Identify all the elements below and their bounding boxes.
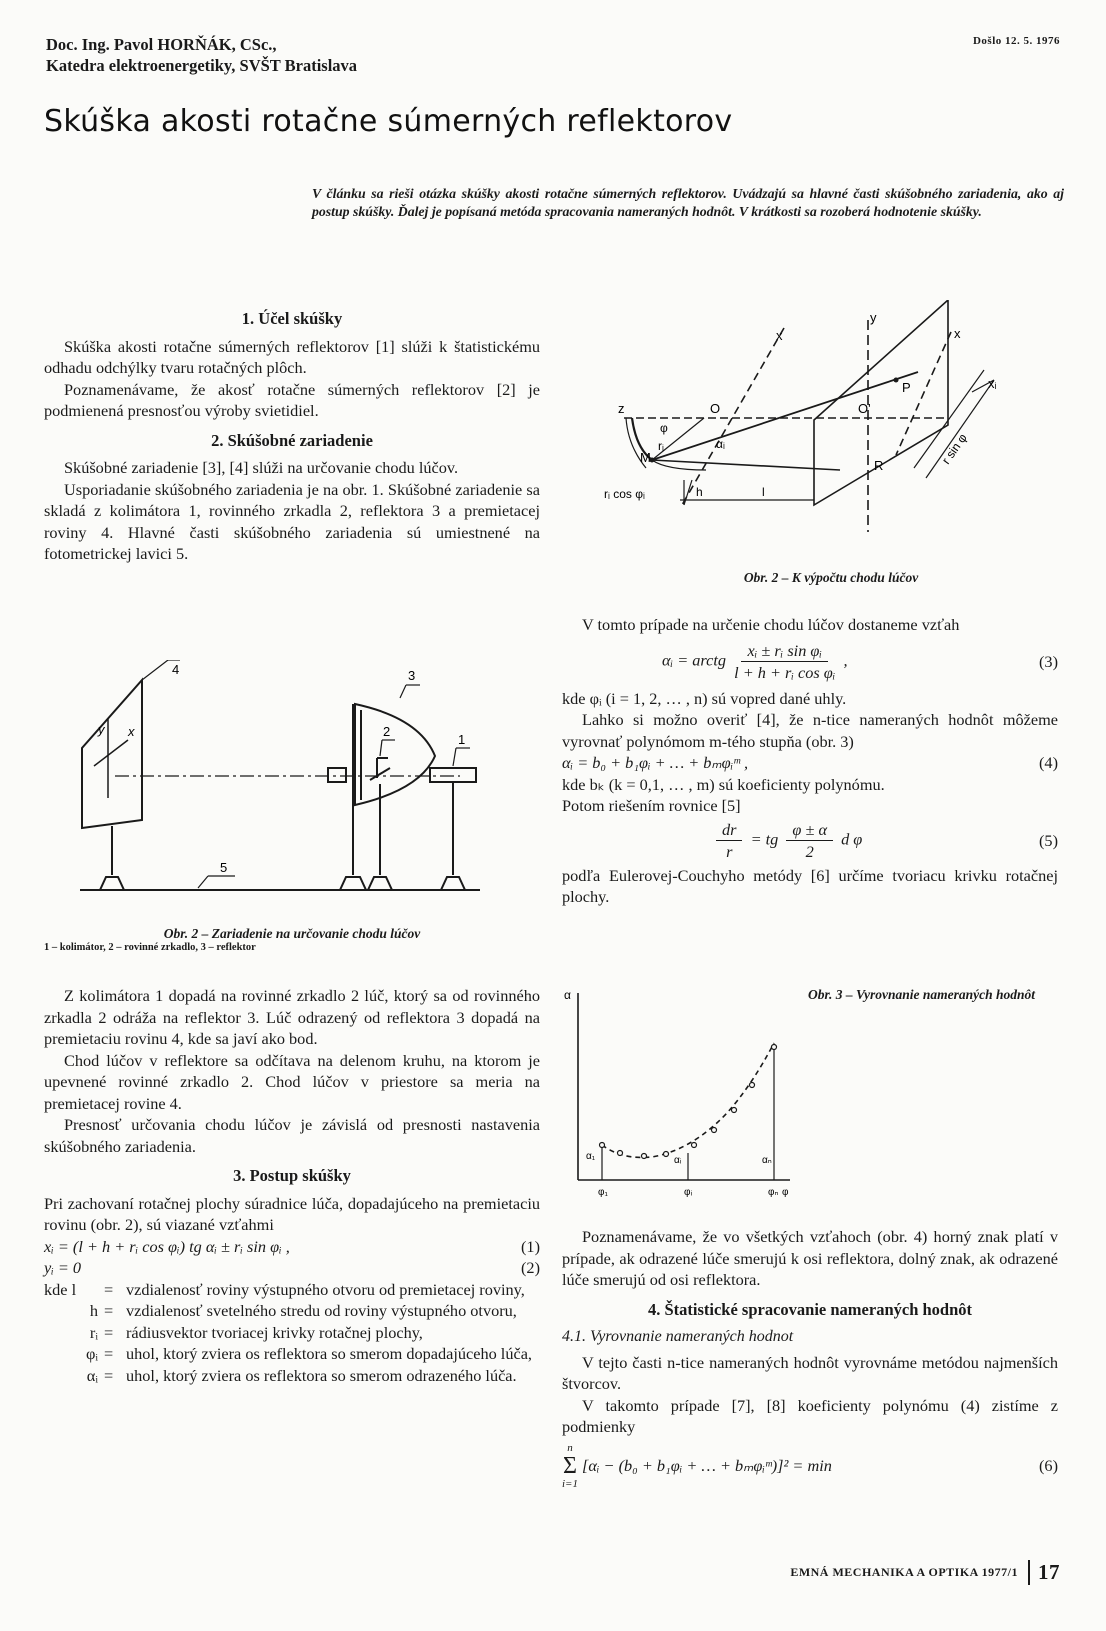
def-eq: = [104, 1344, 114, 1363]
fig3-label-phi1: φ₁ [598, 1187, 608, 1198]
journal-name: EMNÁ MECHANIKA A OPTIKA 1977/1 [790, 1565, 1018, 1579]
fig2-label-l: l [762, 485, 765, 499]
def-eq: = [104, 1279, 114, 1299]
equation-1 [44, 1236, 540, 1258]
fig1-label-1: 1 [458, 732, 466, 747]
equation-3-number: (3) [1039, 651, 1058, 671]
fig2-label-x-right: x [954, 326, 961, 341]
projection-plane [82, 680, 142, 828]
def-text: rádiusvektor tvoriacej krivky rotačnej plochy, [126, 1322, 423, 1342]
paragraph-ray-path: Chod lúčov v reflektore sa odčítava na delenom kruhu, na ktorom je upevnené rovinné zrkadlo 2. Chod lúčov v priestore sa meria na premietacej rovine 4. [44, 1050, 540, 1113]
fig2-label-M: M [640, 450, 651, 465]
right-column-bottom [562, 1226, 1058, 1490]
equation-6-sum: n Σ i=1 [562, 1441, 578, 1490]
section-3-title: 3. Postup skúšky [233, 1166, 351, 1185]
equation-5 [562, 819, 1058, 863]
r-paragraph-7: Poznamenávame, že vo všetkých vzťahoch (obr. 4) horný znak platí v prípade, ak odrazené lúče smerujú k osi reflektora, dolný znak, ak odrazené lúče smerujú od osi reflektora. [562, 1227, 1058, 1289]
fig3-label-alpha1: α₁ [586, 1151, 596, 1162]
fig3-fitted-curve [602, 1043, 774, 1158]
equation-3 [562, 640, 1058, 684]
fig3-label-phii: φᵢ [684, 1187, 693, 1198]
page-number: 17 [1028, 1560, 1060, 1585]
equation-2-body: yᵢ = 0 [44, 1258, 82, 1277]
fig3-label-alphan: αₙ [762, 1155, 772, 1166]
fig2-label-h: h [696, 485, 703, 499]
s2-paragraph-1: Skúšobné zariadenie [3], [4] slúži na určovanie chodu lúčov. [64, 458, 459, 477]
equation-4 [562, 752, 1058, 774]
fig2-label-ri: rᵢ [658, 439, 664, 453]
def-eq: = [104, 1301, 114, 1320]
page-footer [790, 1560, 1060, 1585]
fig2-label-y: y [870, 310, 877, 325]
author-affiliation: Katedra elektroenergetiky, SVŠT Bratislava [46, 56, 358, 75]
paragraph-collimator: Z kolimátora 1 dopadá na rovinné zrkadlo 2 lúč, ktorý sa od rovinného zrkadla 2 odráža na reflektor 3. Lúč odrazený od reflektora 3 dopadá na premietaciu rovinu 4, kde sa javí ako bod. [44, 986, 540, 1048]
left-column-top [44, 300, 540, 565]
figure-1-caption: Obr. 2 – Zariadenie na určovanie chodu lúčov [163, 926, 421, 941]
author-name: Doc. Ing. Pavol HORŇÁK, CSc., [46, 35, 277, 54]
equation-2 [44, 1257, 540, 1279]
section-4-title: 4. Štatistické spracovanie nameraných hodnôt [647, 1299, 973, 1319]
figure-3-plot [562, 985, 792, 1200]
def-symbol: kde l [44, 1279, 77, 1299]
fig2-label-xi: xᵢ [988, 376, 997, 391]
equation-4-body: αᵢ = b₀ + b₁φᵢ + … + bₘφᵢᵐ , [562, 753, 749, 772]
fig2-label-alpha-i: αᵢ [716, 437, 725, 451]
fig2-label-phi: φ [660, 421, 668, 435]
paragraph-precision: Presnosť určovania chodu lúčov je závislá od presnosti nastavenia skúšobného zariadenia. [44, 1115, 540, 1156]
article-title: Skúška akosti rotačne súmerných reflektorov [44, 104, 733, 139]
fig2-label-rsinphi: r sin φ [938, 431, 970, 467]
r-paragraph-6: podľa Eulerovej-Couchyho metódy [6] určíme tvoriacu krivku rotačnej plochy. [562, 865, 1058, 906]
fig2-label-ricosphi: rᵢ cos φᵢ [604, 487, 645, 501]
r-paragraph-1: V tomto prípade na určenie chodu lúčov dostaneme vzťah [582, 615, 960, 634]
fig3-label-phi: φ [782, 1187, 789, 1198]
def-text: vzdialenosť roviny výstupného otvoru od premietacej roviny, [126, 1279, 525, 1299]
fig1-label-x: x [128, 724, 135, 739]
def-symbol: αᵢ [86, 1365, 98, 1385]
equation-3-tail: , [843, 650, 848, 670]
r-paragraph-9: V takomto prípade [7], [8] koeficienty polynómu (4) zistíme z podmienky [562, 1395, 1058, 1436]
right-column-middle [562, 614, 1058, 908]
figure-1-legend: 1 – kolimátor, 2 – rovinné zrkadlo, 3 – reflektor [44, 942, 256, 953]
figure-3-caption: Obr. 3 – Vyrovnanie nameraných hodnôt [808, 987, 1036, 1002]
figure-2-caption: Obr. 2 – K výpočtu chodu lúčov [743, 570, 919, 585]
equation-6-body: [αᵢ − (b₀ + b₁φᵢ + … + bₘφᵢᵐ)]² = min [581, 1455, 832, 1475]
equation-1-body: xᵢ = (l + h + rᵢ cos φᵢ) tg αᵢ ± rᵢ sin φᵢ , [44, 1236, 290, 1256]
r-paragraph-4: kde bₖ (k = 0,1, … , m) sú koeficienty polynómu. [562, 774, 885, 794]
r-paragraph-3: Lahko si možno overiť [4], že n-tice nameraných hodnôt môžeme vyrovnať polynómom m-tého stupňa (obr. 3) [562, 710, 1058, 751]
def-text: uhol, ktorý zviera os reflektora so smerom dopadajúceho lúča, [126, 1344, 532, 1363]
fig1-label-2: 2 [383, 724, 391, 739]
s3-paragraph-1: Pri zachovaní rotačnej plochy súradnice lúča, dopadajúceho na premietaciu rovinu (obr. 2), sú viazané vzťahmi [44, 1193, 540, 1234]
equation-4-number: (4) [1039, 753, 1058, 772]
fig2-label-O: O [710, 401, 721, 416]
equation-3-lhs: αᵢ = arctg [662, 650, 727, 670]
equation-2-number: (2) [521, 1258, 540, 1277]
section-1-title: 1. Účel skúšky [241, 309, 343, 328]
def-eq: = [104, 1322, 114, 1342]
equation-5-numerator: φ ± α [786, 819, 833, 842]
equation-1-number: (1) [521, 1236, 540, 1256]
fig1-label-3: 3 [408, 668, 416, 683]
section-2-title: 2. Skúšobné zariadenie [211, 430, 373, 450]
equation-5-number: (5) [1039, 830, 1058, 850]
equation-6-sum-bottom: i=1 [562, 1477, 578, 1490]
author-block [46, 34, 357, 76]
def-symbol: rᵢ [89, 1322, 98, 1342]
equation-6 [562, 1442, 1058, 1490]
fig1-label-5: 5 [220, 860, 228, 875]
def-text: uhol, ktorý zviera os reflektora so smerom odrazeného lúča. [126, 1365, 517, 1385]
received-date: Došlo 12. 5. 1976 [972, 35, 1060, 47]
equation-5-denominator: 2 [805, 842, 814, 861]
def-symbol: φᵢ [85, 1344, 98, 1363]
equation-5-fraction [786, 819, 833, 863]
r-paragraph-5: Potom riešením rovnice [5] [562, 796, 741, 815]
equation-5-lhs-num: dr [716, 819, 742, 842]
section-4-1-title: 4.1. Vyrovnanie nameraných hodnot [562, 1328, 794, 1345]
s2-paragraph-2: Usporiadanie skúšobného zariadenia je na obr. 1. Skúšobné zariadenie sa skladá z kolimátora 1, rovinného zrkadla 2, reflektora 3 a premietacej roviny 4. Hlavné časti skúšobného zariadenia sú umiestnené na fotometrickej lavici 5. [44, 479, 540, 563]
symbol-definitions [44, 1279, 540, 1387]
figure-2-geometry [596, 300, 1066, 565]
abstract: V článku sa rieši otázka skúšky akosti rotačne súmerných reflektorov. Uvádzajú sa hlavné časti skúšobného zariadenia, ako aj postup skúšky. Ďalej je popísaná metóda spracovania nameraných hodnôt. V krátkosti sa rozoberá hodnotenie skúšky. [312, 186, 1064, 219]
def-symbol: h [89, 1301, 98, 1320]
left-column-bottom [44, 985, 540, 1386]
reflector-shape [355, 704, 435, 805]
equation-3-numerator: xᵢ ± rᵢ sin φᵢ [741, 640, 828, 663]
figure-1-apparatus [70, 660, 510, 910]
equation-5-tail: d φ [841, 829, 863, 849]
fig2-label-R: R [874, 458, 884, 473]
equation-6-sum-top: n [567, 1441, 573, 1454]
fig2-label-z: z [618, 401, 625, 416]
def-eq: = [104, 1365, 114, 1385]
def-text: vzdialenosť svetelného stredu od roviny výstupného otvoru, [126, 1301, 517, 1320]
equation-6-number: (6) [1039, 1455, 1058, 1475]
equation-3-fraction [734, 640, 835, 684]
fig3-label-alpha: α [564, 988, 571, 1002]
equation-5-lhs-den: r [726, 842, 733, 861]
fig1-label-4: 4 [172, 662, 180, 677]
figure-1-caption-block [44, 926, 540, 953]
s1-paragraph-2: Poznamenávame, že akosť rotačne súmerných reflektorov [2] je podmienená presnosťou výroby svietidiel. [44, 379, 540, 420]
equation-5-mid: = tg [750, 829, 779, 849]
s1-paragraph-1: Skúška akosti rotačne súmerných reflektorov [1] slúži k štatistickému odhadu odchýlky tvaru rotačných plôch. [44, 336, 540, 377]
fig3-label-alphai: αᵢ [674, 1155, 682, 1166]
equation-3-denominator: l + h + rᵢ cos φᵢ [734, 663, 836, 682]
fig2-label-O-prime: O' [858, 401, 871, 416]
fig1-label-y: y [98, 722, 105, 737]
r-paragraph-8: V tejto časti n-tice nameraných hodnôt vyrovnáme metódou najmenších štvorcov. [562, 1352, 1058, 1393]
fig2-label-x-left: x [776, 328, 783, 343]
equation-5-lhs [716, 819, 742, 863]
r-paragraph-2: kde φᵢ (i = 1, 2, … , n) sú vopred dané uhly. [562, 688, 847, 708]
fig2-label-P: P [902, 380, 911, 395]
fig3-label-phin: φₙ [768, 1187, 779, 1198]
